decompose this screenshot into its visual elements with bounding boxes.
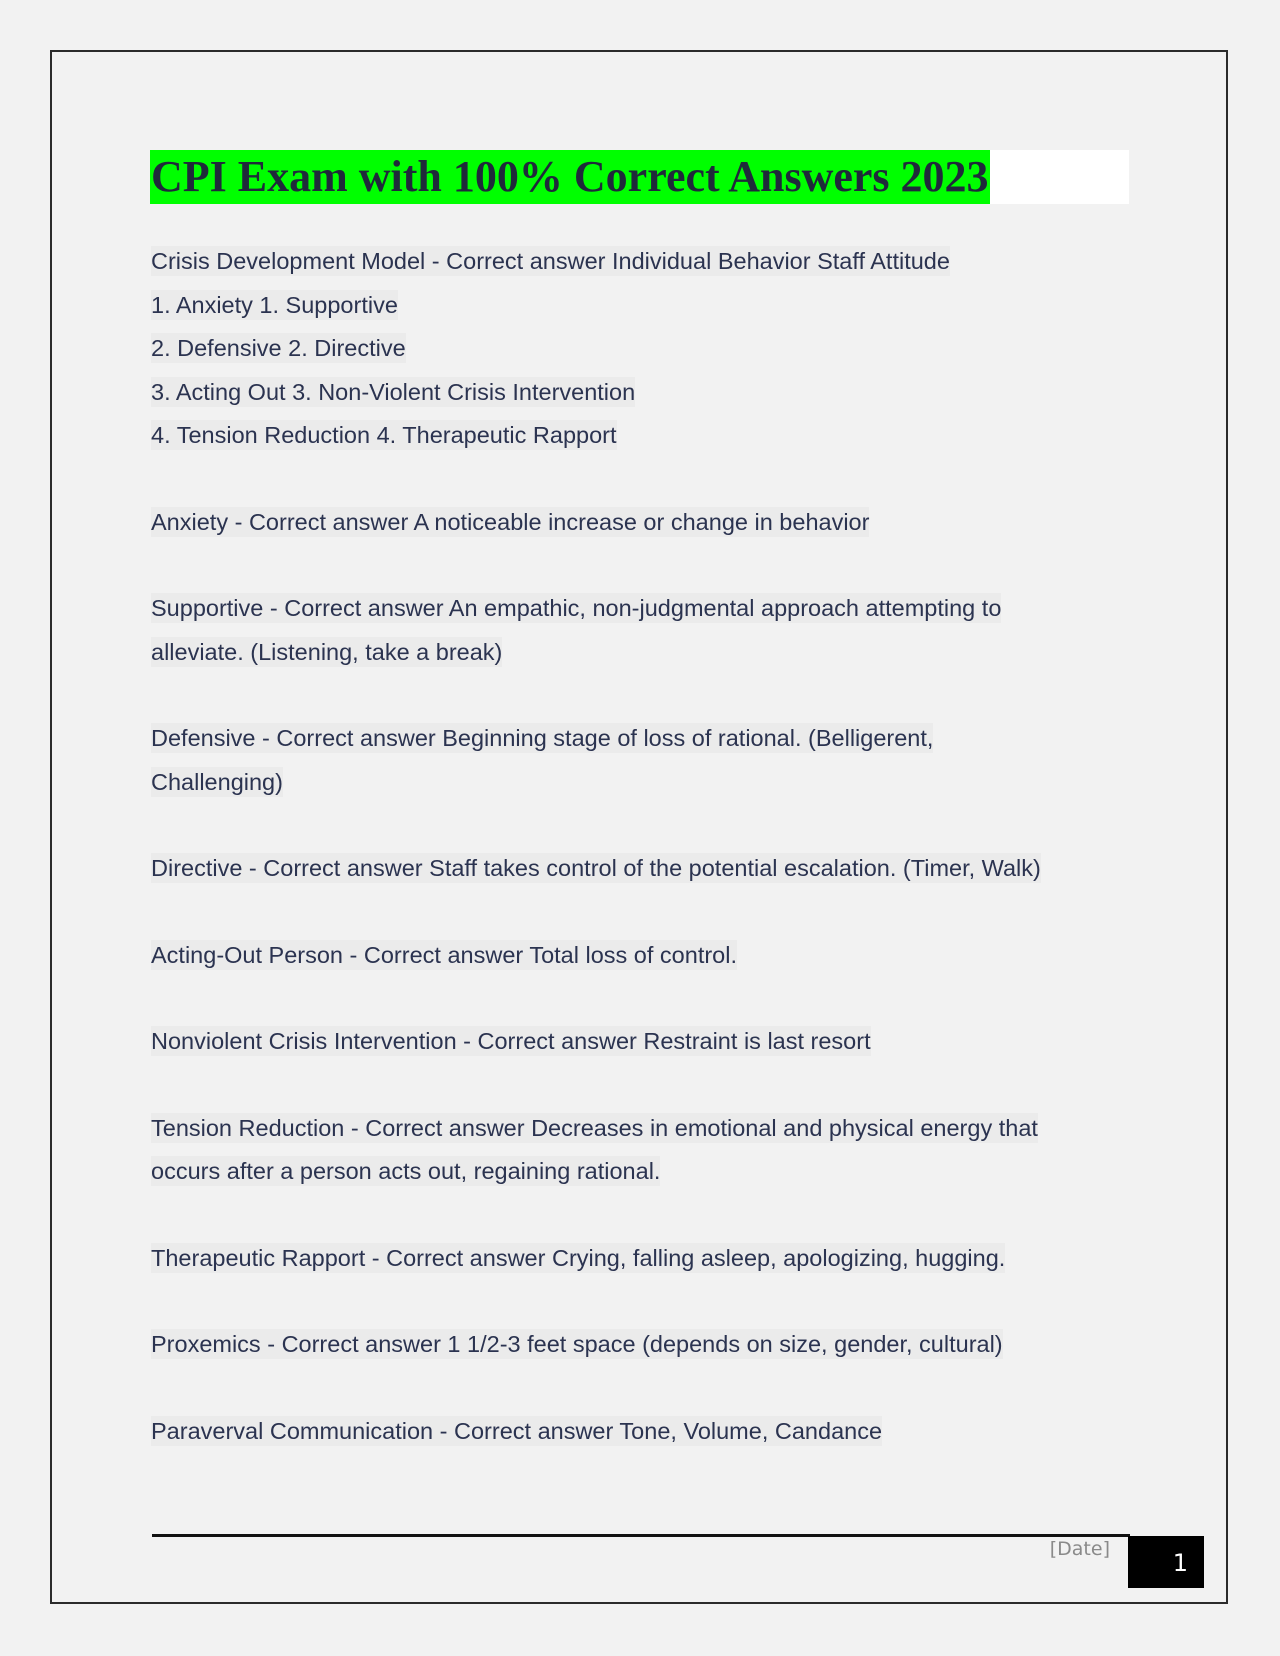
page-number: 1 [1128, 1536, 1204, 1588]
qa-block-nonviolent-crisis-intervention [151, 1020, 1111, 1064]
qa-block-proxemics [151, 1323, 1111, 1367]
document-title: CPI Exam with 100% Correct Answers 2023 [150, 150, 990, 204]
qa-block-tension-reduction [151, 1107, 1111, 1194]
text-line: Therapeutic Rapport - Correct answer Crying, falling asleep, apologizing, hugging. [151, 1244, 1006, 1271]
text-line: Defensive - Correct answer Beginning stage of loss of rational. (Belligerent, [151, 725, 934, 751]
footer-date: [Date] [1049, 1538, 1110, 1560]
qa-block-defensive [151, 717, 1111, 804]
text-line: Challenging) [151, 768, 283, 795]
qa-block-anxiety [151, 501, 1111, 545]
footer-rule [152, 1534, 1130, 1537]
text-line: Paraverval Communication - Correct answer Tone, Volume, Candance [151, 1417, 883, 1444]
text-line: alleviate. (Listening, take a break) [151, 638, 503, 665]
qa-block-paraverbal-communication [151, 1410, 1111, 1454]
text-line: Acting-Out Person - Correct answer Total loss of control. [151, 941, 737, 968]
text-line: Supportive - Correct answer An empathic, non-judgmental approach attempting to [151, 595, 1002, 621]
qa-block-supportive [151, 587, 1111, 674]
text-line: Nonviolent Crisis Intervention - Correct answer Restraint is last resort [151, 1028, 871, 1054]
qa-block-crisis-development-model [151, 240, 1111, 458]
text-line: Proxemics - Correct answer 1 1/2-3 feet space (depends on size, gender, cultural) [151, 1331, 1003, 1357]
text-line: Crisis Development Model - Correct answer Individual Behavior Staff Attitude [151, 248, 950, 274]
text-line: 1. Anxiety 1. Supportive [151, 291, 398, 318]
text-line: Tension Reduction - Correct answer Decreases in emotional and physical energy that [151, 1114, 1038, 1141]
text-line: Directive - Correct answer Staff takes control of the potential escalation. (Timer, Walk) [151, 855, 1041, 881]
text-line: Anxiety - Correct answer A noticeable increase or change in behavior [151, 508, 870, 535]
document-body [151, 240, 1111, 1453]
text-line: 2. Defensive 2. Directive [151, 335, 406, 361]
text-line: 3. Acting Out 3. Non-Violent Crisis Intervention [151, 378, 636, 405]
title-block [150, 150, 1129, 204]
qa-block-therapeutic-rapport [151, 1237, 1111, 1281]
text-line: 4. Tension Reduction 4. Therapeutic Rapport [151, 422, 617, 448]
qa-block-directive [151, 847, 1111, 891]
text-line: occurs after a person acts out, regaining rational. [151, 1158, 661, 1184]
qa-block-acting-out-person [151, 934, 1111, 978]
